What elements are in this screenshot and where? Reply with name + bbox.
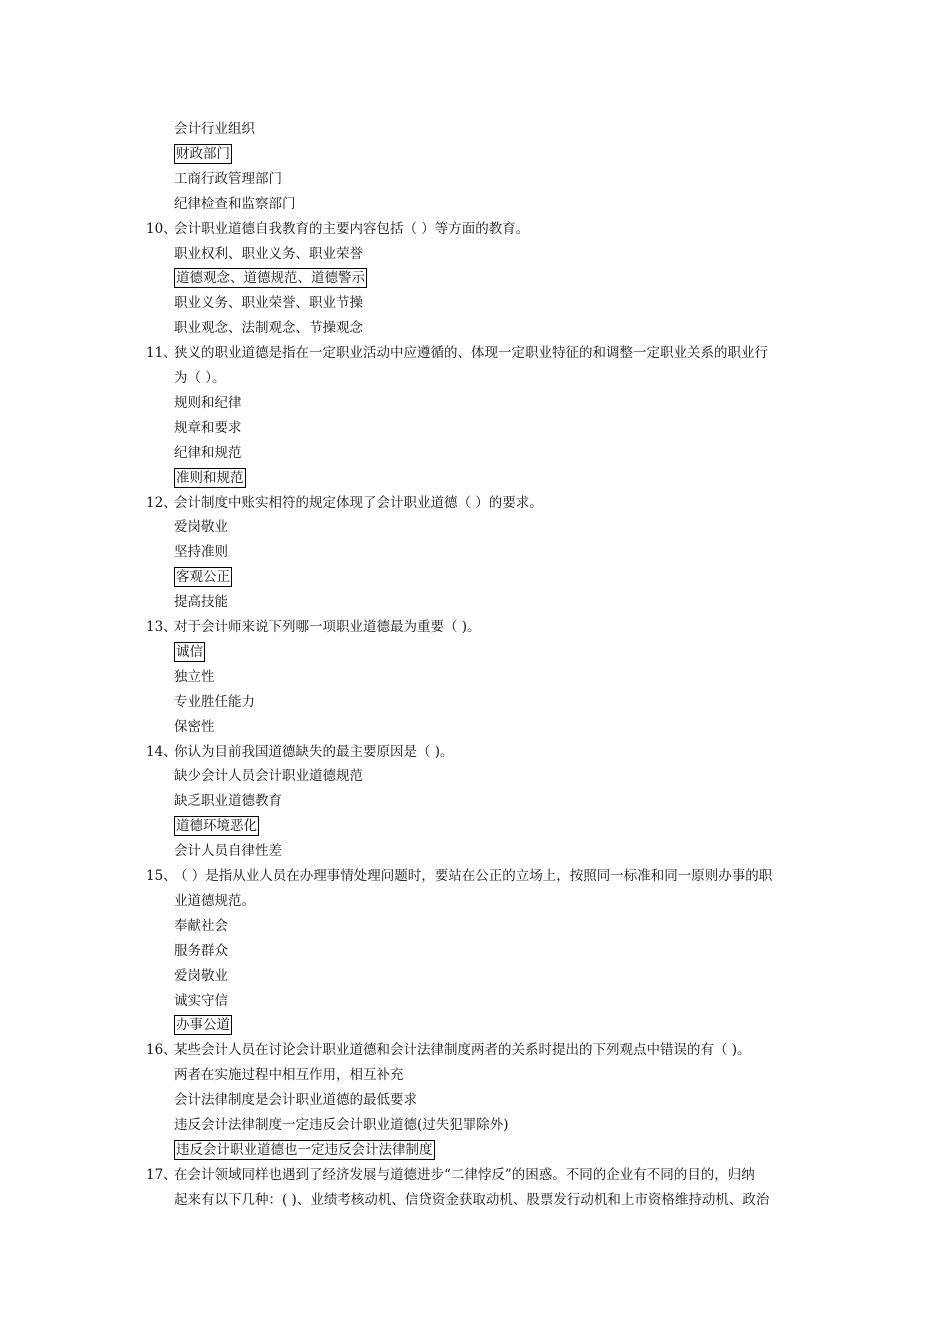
question-number: 15、 [146,868,177,884]
answer-highlight-box: 违反会计职业道德也一定违反会计法律制度 [176,1141,433,1158]
answer-highlight-box: 办事公道 [176,1017,230,1034]
answer-option-marked [174,268,367,288]
answer-highlight-box: 客观公正 [176,569,230,586]
answer-option: 保密性 [174,718,215,735]
answer-option: 诚实守信 [174,992,228,1009]
question-text: 你认为目前我国道德缺失的最主要原因是（ )。 [174,743,454,760]
answer-option: 会计人员自律性差 [174,843,282,860]
answer-highlight-box: 准则和规范 [176,469,244,486]
answer-option: 爱岗敬业 [174,967,228,984]
answer-option: 会计法律制度是会计职业道德的最低要求 [174,1092,417,1109]
question-number: 14、 [146,743,177,760]
answer-option: 两者在实施过程中相互作用，相互补充 [174,1067,404,1084]
answer-option-marked [174,816,259,836]
answer-option: 工商行政管理部门 [174,170,282,187]
answer-option: 专业胜任能力 [174,693,255,710]
question-number: 16、 [146,1042,177,1059]
answer-highlight-box: 道德环境恶化 [176,818,257,835]
answer-option: 职业权利、职业义务、职业荣誉 [174,245,363,262]
answer-option: 为（ ）。 [174,370,226,386]
answer-option: 独立性 [174,668,215,685]
answer-option: 坚持准则 [174,544,228,561]
answer-option-marked [174,144,232,164]
answer-highlight-box: 道德观念、道德规范、道德警示 [176,270,365,287]
answer-option: 爱岗敬业 [174,519,228,536]
answer-option: 会计行业组织 [174,121,255,137]
answer-option: 违反会计法律制度一定违反会计职业道德(过失犯罪除外) [174,1117,509,1133]
question-number: 13、 [146,619,177,635]
question-number: 17、 [146,1166,177,1183]
answer-option-marked [174,642,205,662]
answer-option: 服务群众 [174,942,228,959]
question-text: 会计制度中账实相符的规定体现了会计职业道德（ ）的要求。 [174,494,543,511]
answer-highlight-box: 诚信 [176,643,203,660]
answer-option: 起来有以下几种：( )、业绩考核动机、信贷资金获取动机、股票发行动机和上市资格维持动机、政治 [174,1191,770,1208]
answer-option: 纪律和规范 [174,444,242,461]
question-text: 某些会计人员在讨论会计职业道德和会计法律制度两者的关系时提出的下列观点中错误的有（ )。 [174,1042,751,1059]
answer-option: 奉献社会 [174,917,228,934]
answer-option: 规章和要求 [174,419,242,436]
question-text: （ ）是指从业人员在办理事情处理问题时，要站在公正的立场上，按照同一标准和同一原则办事的职 [174,868,773,884]
answer-highlight-box: 财政部门 [176,145,230,162]
answer-option: 职业义务、职业荣誉、职业节操 [174,295,363,312]
question-text: 对于会计师来说下列哪一项职业道德最为重要（ )。 [174,619,481,635]
answer-option: 纪律检查和监察部门 [174,195,296,212]
answer-option-marked [174,468,246,488]
answer-option: 规则和纪律 [174,394,242,411]
answer-option: 缺少会计人员会计职业道德规范 [174,768,363,785]
question-number: 12、 [146,494,177,511]
answer-option: 提高技能 [174,594,228,611]
question-text: 会计职业道德自我教育的主要内容包括（ ）等方面的教育。 [174,220,530,237]
answer-option-marked [174,1140,435,1160]
answer-option: 职业观念、法制观念、节操观念 [174,320,363,337]
question-text: 狭义的职业道德是指在一定职业活动中应遵循的、体现一定职业特征的和调整一定职业关系的职业行 [174,345,768,362]
question-text: 在会计领域同样也遇到了经济发展与道德进步“二律悖反”的困惑。不同的企业有不同的目的，归纳 [174,1166,755,1183]
question-number: 11、 [146,345,177,362]
answer-option-marked [174,1015,232,1035]
answer-option-marked [174,567,232,587]
answer-option: 业道德规范。 [174,892,255,909]
question-number: 10、 [146,220,177,237]
answer-option: 缺乏职业道德教育 [174,793,282,810]
